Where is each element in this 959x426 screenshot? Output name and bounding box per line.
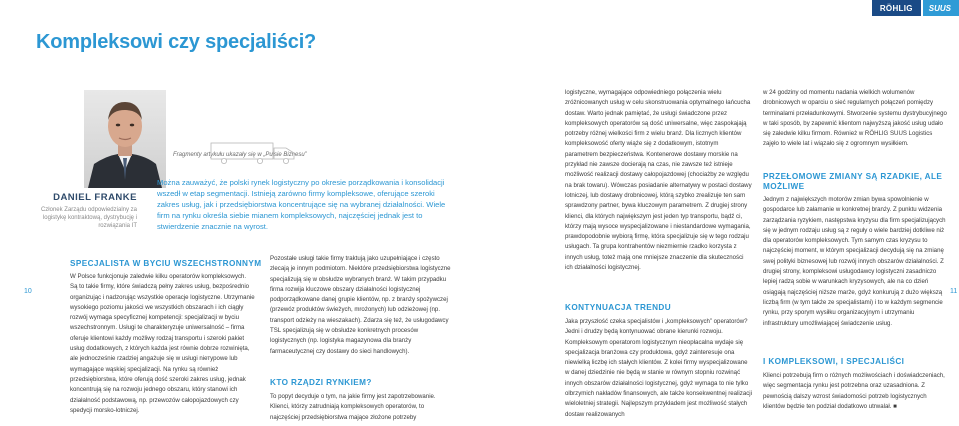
body-column-4 bbox=[763, 88, 948, 150]
body-column-4c bbox=[763, 371, 948, 412]
body-column-3 bbox=[565, 88, 752, 273]
truck-icon bbox=[210, 141, 300, 165]
body-text: Jaka przyszłość czeka specjalistów i „kompleksowych” operatorów? Jedni i drudzy będą kontynuować obrane kierunki rozwoju. Kompleksowym operatorom logistycznym nieopłacalna wydaje się specjalizacja branżowa czy produktowa, gdyż zainteresuje ona niewielką liczbę ich stałych klientów. Z kolei firmy wyspecjalizowane w danej dziedzinie nie będą w stanie w równym stopniu rozwinąć innych obszarów działalności logistycznej, gdyż wymaga to nie tylko olbrzymich nakładów finansowych, ale także konsekwentnej realizacji wieloletniej strategii. Najlepszym przykładem jest możliwość stałych dostaw realizowanych bbox=[565, 318, 752, 418]
section-heading-market: KTO RZĄDZI RYNKIEM? bbox=[270, 378, 372, 387]
section-heading-both: I KOMPLEKSOWI, I SPECJALIŚCI bbox=[763, 357, 905, 366]
person-info bbox=[40, 192, 137, 230]
section-heading-changes: PRZEŁOMOWE ZMIANY SĄ RZADKIE, ALE MOŻLIWE bbox=[763, 172, 943, 191]
body-column-2 bbox=[270, 254, 455, 357]
body-column-1 bbox=[70, 272, 255, 416]
body-text: W Polsce funkcjonuje zaledwie kilku operatorów kompleksowych. Są to takie firmy, które świadczą pełny zakres usług, bezpośrednio organizując i nadzorując wszystkie operacje logistyczne. Utrzymanie wysokiego poziomu jakości we wszystkich obszarach i ich ciągły rozwój wymaga specyficznej kompetencji: specjalizacji w byciu wszechstronnym. Usługi te charakteryzuje uniwersalność – firma oferuje klientowi każdy możliwy rodzaj transportu i szeroki pakiet usług dodatkowych, z których każda jest równie dobrze rozwinięta, ale jednocześnie rzadziej angażuje się w usługi niетypowe lub wymagające wąskiej specjalizacji. Na rynku są również przedsiębiorstwa, które oferują dość szeroki zakres usług, jednak koncentrują się na rozwoju jednego obszaru, który stanowi ich działalność podstawową, np. przewozów całopojazdowych czy spedycji morsko-lotniczej. bbox=[70, 273, 255, 414]
body-text: Pozostałe usługi takie firmy traktują jako uzupełniające i często zlecają je innym podmiotom. Niektóre przedsiębiorstwa logistyczne specjalizują się w obsłudze wybranych branż. W takim przypadku firma rozwija kluczowe obszary działalności logistycznej podporządkowane danej grupie klientów, np. z branży spożywczej (przewóz produktów świeżych, mrożonych) lub odzieżowej (np. transport odzieży na wieszakach). Zdarza się też, że usługodawcy TSL specjalizują się w obsłudze konkretnych procesów logistycznych (np. logistyka magazynowa dla branży farmaceutycznej czy dostawy do sieci handlowych). bbox=[270, 255, 451, 355]
page-number-right: 11 bbox=[950, 288, 958, 295]
article-caption: Fragmenty artykułu ukazały się w „Pulsie Biznesu” bbox=[173, 152, 307, 158]
lead-paragraph: Można zauważyć, że polski rynek logistyczny po okresie porządkowania i konsolidacji wszedł w etap segmentacji. Istnieją zarówno firmy kompleksowe, oferujące szeroki zakres usług, jak i przedsiębiorstwa koncentrujące się na wybranej działalności. Wiele firm na rynku określa siebie mianem kompleksowych, najczęściej jednak jest to stwierdzenie znacznie na wyrost. bbox=[157, 178, 446, 231]
body-text: w 24 godziny od momentu nadania wielkich wolumenów drobnicowych w oparciu o sieć regularnych połączeń pomiędzy terminalami przeładunkowymi. Stworzenie systemu dystrybucyjnego w taki sposób, by zapewnić klientom najwyższą jakość usług udało się zaledwie kilku firmom. Również w RÖHLIG SUUS Logistics zajęło to wiele lat i wiązało się z ogromnym wysiłkiem. bbox=[763, 89, 947, 148]
brand-logo bbox=[872, 0, 959, 16]
body-text: logistyczne, wymagające odpowiedniego połączenia wielu zróżnicowanych usług w celu skonstruowania optymalnego łańcucha dostaw. Warto jednak pamiętać, że usługi świadczone przez kompleksowych operatorów są dość uniwersalne, więc zaspokajają potrzeby różnej wielkości firm z wielu branż. Dla licznych klientów kompleksowość oferty wiąże się z dodatkowym, istotnym parametrem bezpieczeństwa. Kontenerowe dostawy morskie na przykład nie zawsze docierają na czas, nie zawsze też istnieje możliwość realizacji dostawy całopojazdowej (chociażby ze względu na brak towaru). Wówczas posiadanie alternatywy w postaci dostawy lotniczej, lub dostawy drobnicowej, którą szybko zrealizuje ten sam sprawdzony partner, bywa kluczowym parametrem. Z drugiej strony klienci, dla których największym jest jeden typ transportu, bądź ci, którzy mają wysoce wyspecjalizowane i niestandardowe wymagania, prawdopodobnie wybiorą firmę, która specjalizuje się w tego rodzaju usługach. Ta grupa kontrahentów niezmiernie rzadko korzysta z innych usług, toteż mają one mniejsze znaczenie dla skuteczności ich działalności logistycznej. bbox=[565, 89, 752, 272]
person-name: DANIEL FRANKE bbox=[53, 192, 137, 203]
brand-rohlig: RÖHLIG bbox=[872, 0, 921, 16]
person-role: Członek Zarządu odpowiedzialny za logistykę kontraktową, dystrybucję i rozwiązania IT bbox=[40, 207, 137, 229]
page-number-left: 10 bbox=[24, 288, 32, 295]
section-heading-trend: KONTYNUACJA TRENDU bbox=[565, 303, 672, 312]
body-column-2b bbox=[270, 392, 455, 423]
brand-suus: SUUS bbox=[923, 0, 959, 16]
body-column-4b bbox=[763, 195, 948, 329]
page-title: Kompleksowi czy specjaliści? bbox=[36, 31, 317, 53]
portrait-photo bbox=[84, 90, 166, 188]
body-text: Jednym z największych motorów zmian bywa spowolnienie w gospodarce lub załamanie w konkretnej branży. Z punktu widzenia zarządzania ryzykiem, następstwa kryzysu dla firm specjalizujących się w jednym rodzaju usług są z reguły o wiele bardziej dotkliwe niż dla operatorów kompleksowych. Tym samym czas kryzysu to najczęściej moment, w którym specjalizacji decydują się na zmianę swej polityki biznesowej lub rozwój innych obszarów działalności. Z drugiej strony, kompleksowi usługodawcy logistyczni zasadniczo lepiej radzą sobie w warunkach kryzysowych, ale na co dzień osiągają najczęściej niższe marże, gdyż konkurują z dużo większą liczbą firm (w tym także ze specjalistami) i to w każdym segmencie rynku, przy sporym wysiłku organizacyjnym i utrzymaniu infrastruktury umożliwiającej świadczenie usług. bbox=[763, 196, 946, 327]
body-column-3b bbox=[565, 317, 752, 420]
body-text: To popyt decyduje o tym, na jakie firmy jest zapotrzebowanie. Klienci, którzy zatrudniają kompleksowych operatorów, to najczęściej przedsiębiorstwa mające złożone potrzeby bbox=[270, 393, 436, 421]
section-heading-specialist: SPECJALISTA W BYCIU WSZECHSTRONNYM bbox=[70, 259, 262, 268]
body-text: Klienci potrzebują firm o różnych możliwościach i doświadczeniach, więc segmentacja rynku jest potrzebna oraz uzasadniona. Z pewnością dalszy wzrost świadomości potrzeb logistycznych klientów będzie ten podział dodatkowo utrwalał. ■ bbox=[763, 372, 945, 410]
